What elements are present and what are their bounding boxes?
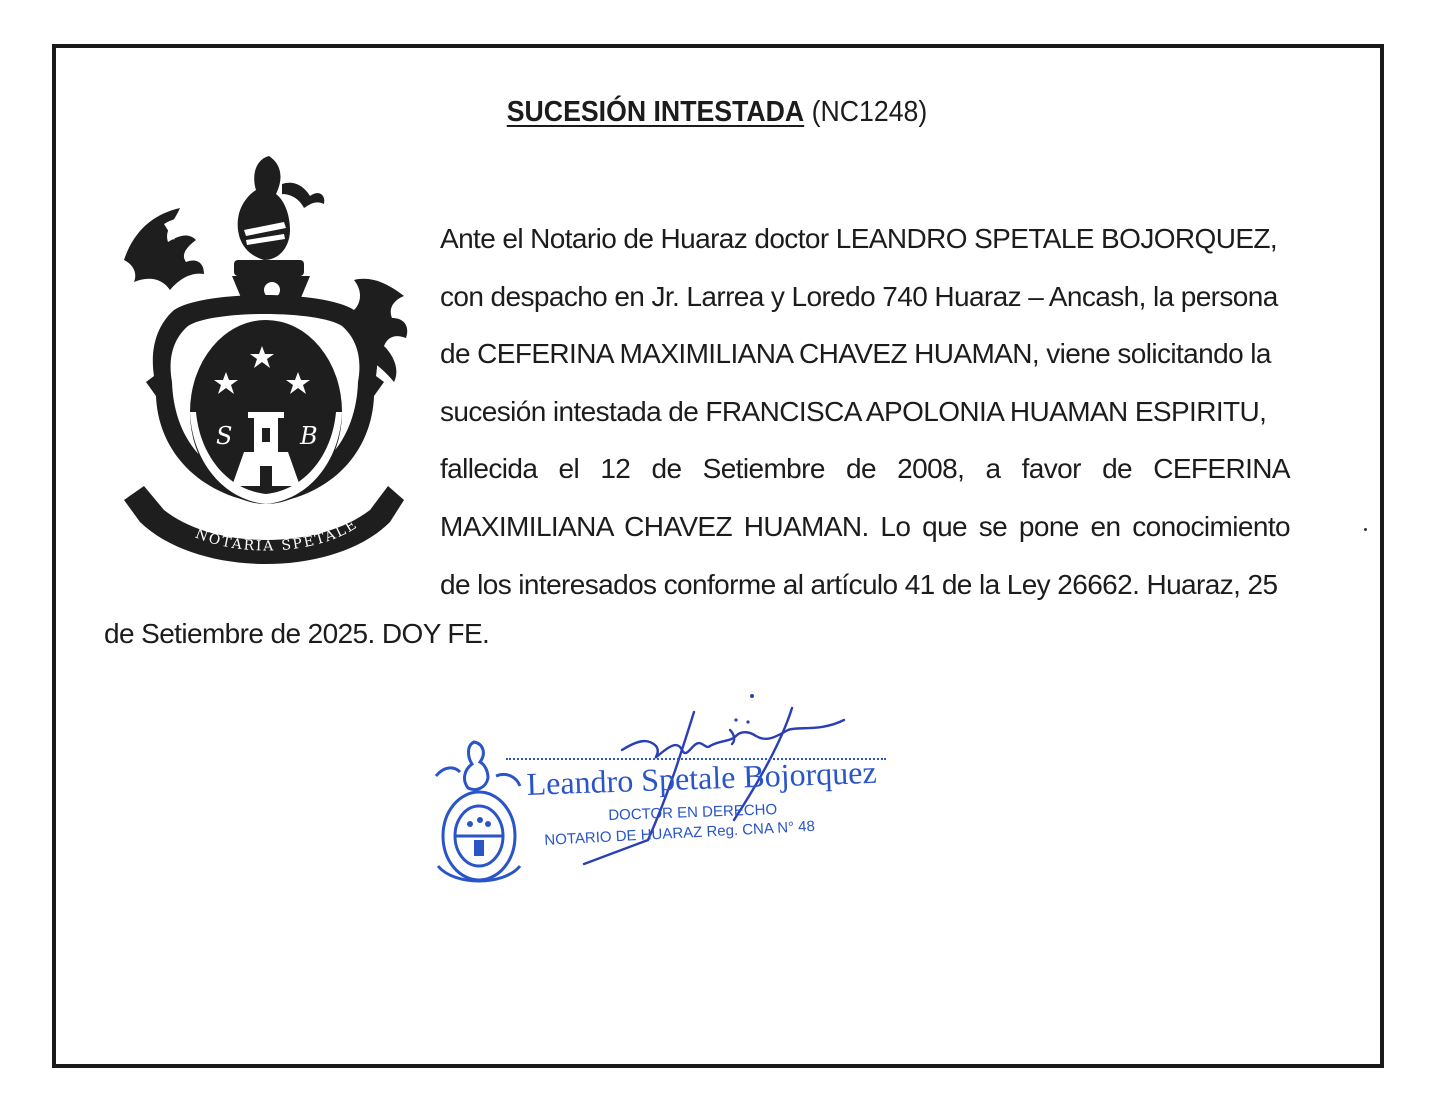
scan-speck — [1364, 528, 1367, 531]
notice-closing: de Setiembre de 2025. DOY FE. — [104, 618, 490, 649]
body-line: MAXIMILIANA CHAVEZ HUAMAN. Lo que se pone en conocimiento — [440, 510, 1290, 542]
crest-banner: NOTARIA SPETALE — [193, 515, 361, 555]
notice-body — [440, 210, 1290, 613]
crest-initial-s: S — [216, 422, 233, 450]
notice-title — [56, 96, 1378, 129]
body-line: Ante el Notario de Huaraz doctor LEANDRO SPETALE BOJORQUEZ, — [440, 223, 1278, 254]
stamp-registration: NOTARIO DE HUARAZ Reg. CNA N° 48 — [544, 817, 816, 849]
notary-stamp — [500, 752, 900, 862]
body-line: con despacho en Jr. Larrea y Loredo 740 Huaraz – Ancash, la persona — [440, 280, 1278, 312]
crest-initial-b: B — [300, 422, 318, 450]
notice-title-main: SUCESIÓN INTESTADA — [506, 96, 805, 128]
coat-of-arms-icon — [104, 150, 424, 580]
body-line: sucesión intestada de FRANCISCA APOLONIA HUAMAN ESPIRITU, — [440, 395, 1267, 427]
body-line: de CEFERINA MAXIMILIANA CHAVEZ HUAMAN, viene solicitando la — [440, 338, 1271, 370]
body-line: de los interesados conforme al artículo 41 de la Ley 26662. Huaraz, 25 — [440, 568, 1278, 600]
body-line: fallecida el 12 de Setiembre de 2008, a favor de CEFERINA — [440, 453, 1290, 485]
stamp-degree: DOCTOR EN DERECHO — [608, 801, 778, 824]
notice-code: (NC1248) — [811, 96, 928, 128]
stamp-notary-name: Leandro Spetale Bojorquez — [526, 753, 878, 802]
